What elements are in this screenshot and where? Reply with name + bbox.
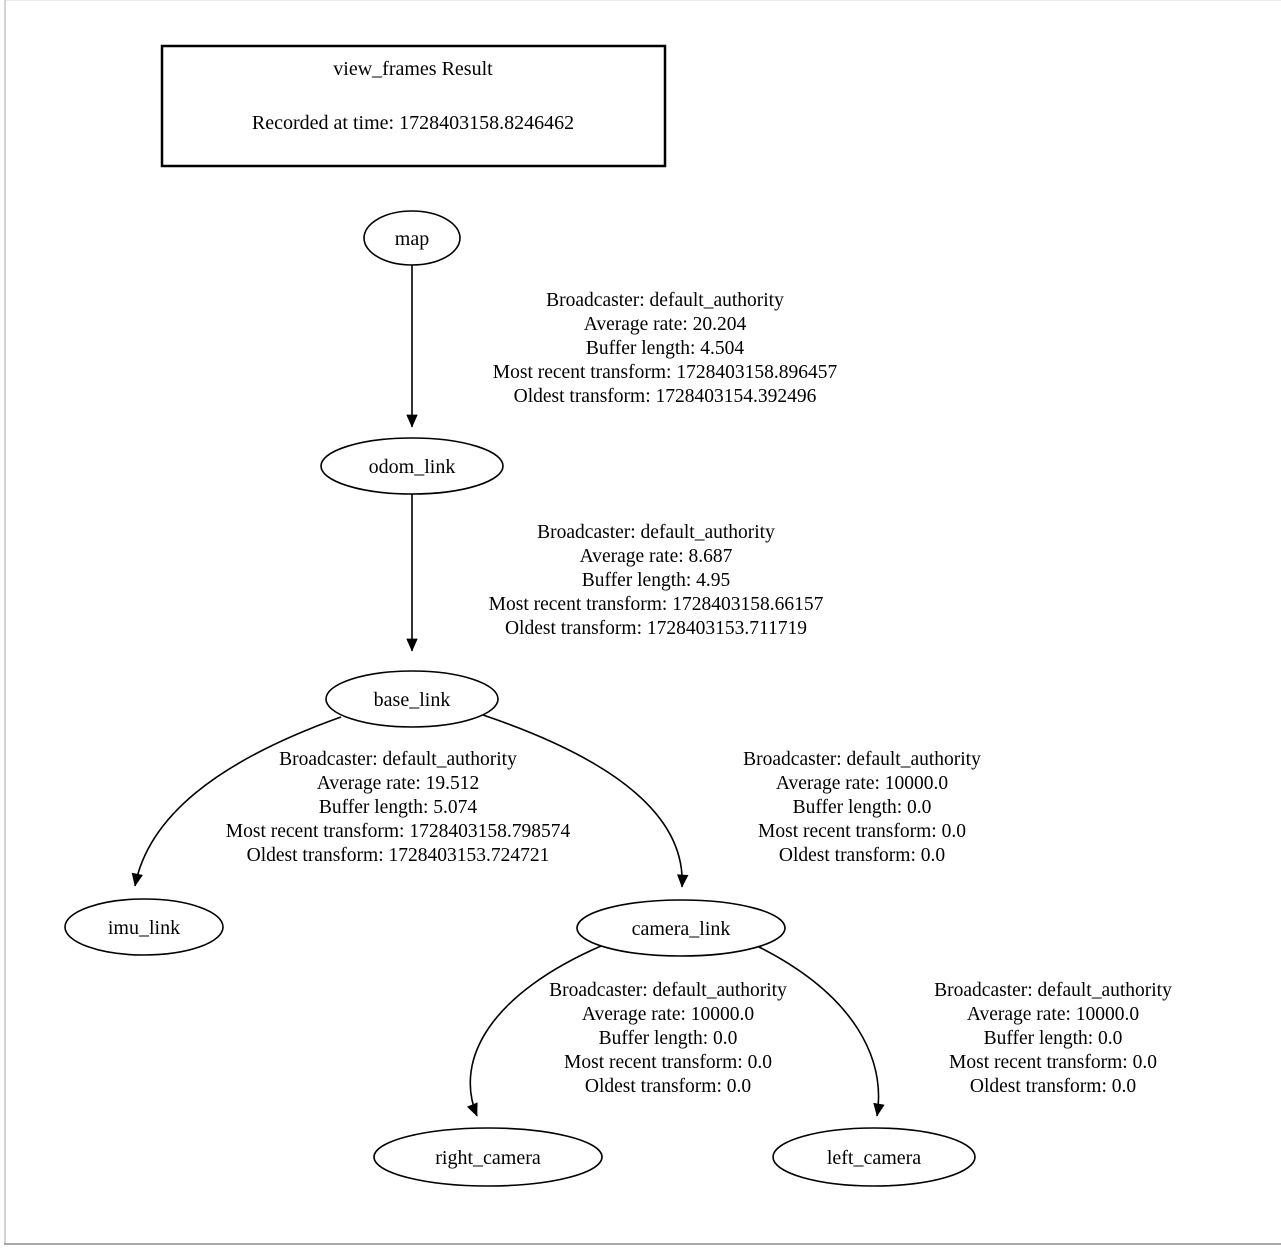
edge-label-line: Most recent transform: 0.0: [564, 1052, 772, 1073]
page-border-top: [4, 0, 1281, 1]
edge-label-line: Most recent transform: 1728403158.798574: [225, 821, 571, 842]
edge-label-line: Oldest transform: 1728403154.392496: [513, 386, 817, 407]
edge-label-line: Buffer length: 4.95: [581, 570, 731, 591]
edge-label-line: Buffer length: 0.0: [598, 1028, 738, 1049]
edge-label-line: Buffer length: 5.074: [318, 797, 478, 818]
edge-label-line: Average rate: 8.687: [579, 546, 733, 567]
edge-label-line: Average rate: 20.204: [583, 314, 747, 335]
node-base_link: [326, 671, 498, 727]
node-right_camera: [374, 1128, 602, 1186]
edge-label-line: Most recent transform: 1728403158.896457: [492, 362, 838, 383]
edge-label-line: Broadcaster: default_authority: [934, 980, 1172, 1001]
page-border-bottom: [4, 1243, 1281, 1245]
edge-label-line: Most recent transform: 0.0: [949, 1052, 1157, 1073]
edge-label-line: Most recent transform: 0.0: [758, 821, 966, 842]
edge-label-line: Oldest transform: 1728403153.724721: [246, 845, 550, 866]
edge-label-line: Buffer length: 0.0: [792, 797, 932, 818]
edge-label-line: Most recent transform: 1728403158.66157: [488, 594, 824, 615]
edge-camera_link-right_camera: [470, 946, 601, 1116]
edge-label-line: Oldest transform: 0.0: [969, 1076, 1137, 1097]
edge-label-line: Buffer length: 0.0: [983, 1028, 1123, 1049]
edge-label-line: Broadcaster: default_authority: [546, 290, 784, 311]
node-label-left_camera: left_camera: [826, 1147, 922, 1169]
title-line-2: Recorded at time: 1728403158.8246462: [251, 112, 575, 134]
node-imu_link: [65, 899, 223, 955]
edge-label-line: Buffer length: 4.504: [585, 338, 745, 359]
node-left_camera: [773, 1128, 975, 1186]
page-border-left: [4, 0, 6, 1245]
edge-label-line: Broadcaster: default_authority: [743, 749, 981, 770]
node-label-camera_link: camera_link: [631, 918, 731, 940]
edge-label-line: Broadcaster: default_authority: [549, 980, 787, 1001]
title-line-1: view_frames Result: [333, 58, 493, 80]
edge-label-base_link-imu_link: [226, 749, 571, 866]
edge-label-base_link-camera_link: [743, 749, 981, 866]
node-label-right_camera: right_camera: [435, 1147, 541, 1169]
node-odom_link: [321, 438, 503, 494]
edge-label-line: Broadcaster: default_authority: [279, 749, 517, 770]
node-label-map: map: [394, 228, 430, 250]
edge-label-line: Oldest transform: 0.0: [584, 1076, 752, 1097]
node-map: [364, 211, 460, 265]
node-label-base_link: base_link: [373, 689, 451, 711]
edge-label-line: Average rate: 10000.0: [775, 773, 949, 794]
edge-label-line: Average rate: 10000.0: [581, 1004, 755, 1025]
node-camera_link: [577, 900, 785, 956]
edge-label-line: Average rate: 10000.0: [966, 1004, 1140, 1025]
edge-label-line: Oldest transform: 0.0: [778, 845, 946, 866]
edge-label-camera_link-left_camera: [934, 980, 1172, 1097]
edge-camera_link-left_camera: [759, 947, 879, 1116]
node-label-odom_link: odom_link: [368, 456, 456, 478]
title-box: [162, 46, 665, 166]
edge-label-camera_link-right_camera: [549, 980, 787, 1097]
edge-label-line: Broadcaster: default_authority: [537, 522, 775, 543]
edge-label-line: Average rate: 19.512: [316, 773, 480, 794]
edge-label-line: Oldest transform: 1728403153.711719: [504, 618, 808, 639]
edge-label-odom_link-base_link: [489, 522, 824, 639]
node-label-imu_link: imu_link: [107, 917, 181, 939]
edge-label-map-odom_link: [493, 290, 838, 407]
